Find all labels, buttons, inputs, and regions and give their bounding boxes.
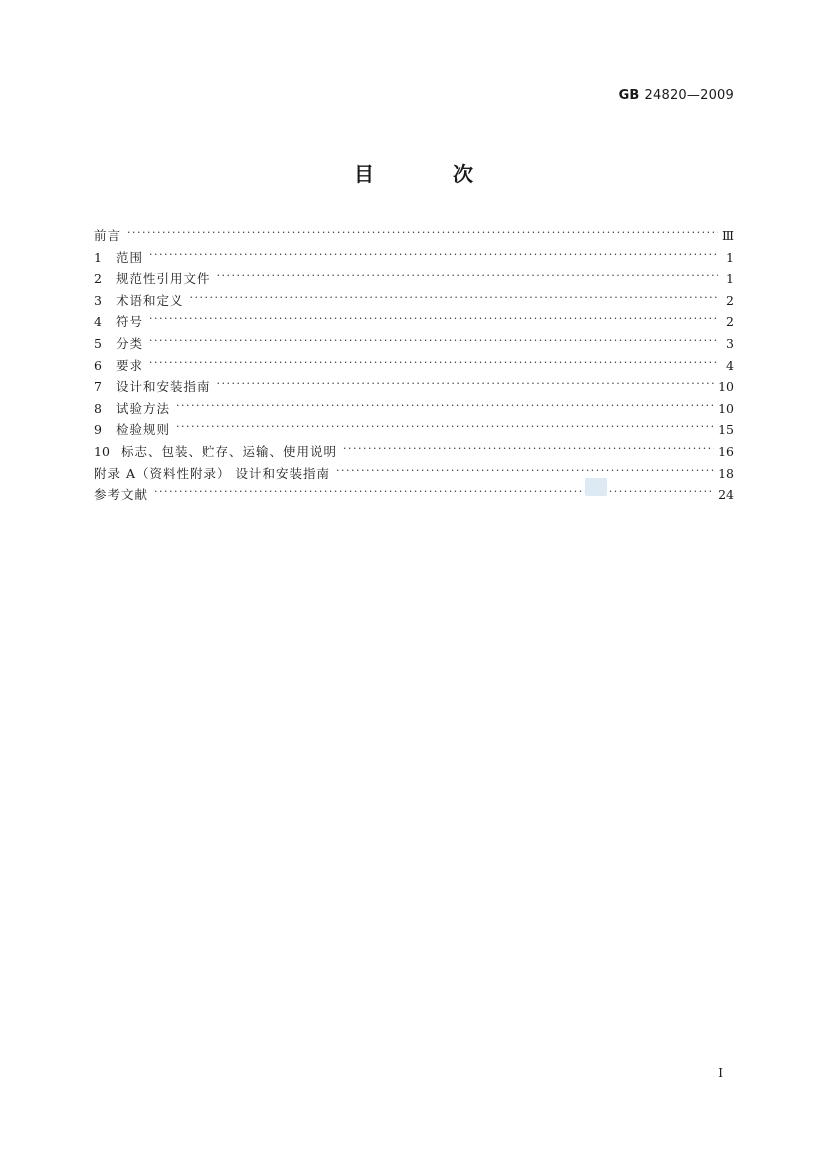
toc-entry-label: 范围 bbox=[116, 249, 144, 265]
toc-entry-page: 2 bbox=[726, 292, 734, 308]
toc-entry-number: 5 bbox=[94, 335, 102, 351]
toc-entry-page: 3 bbox=[726, 335, 734, 351]
toc-entry-page: 24 bbox=[718, 487, 734, 503]
toc-entry-page: Ⅲ bbox=[721, 228, 734, 243]
toc-entry-number: 4 bbox=[94, 314, 102, 330]
toc-entry-page: 1 bbox=[726, 271, 734, 287]
toc-leader-dots bbox=[154, 485, 714, 499]
toc-entry-number: 3 bbox=[94, 292, 102, 308]
toc-entry-number: 7 bbox=[94, 379, 102, 395]
standard-prefix: GB bbox=[618, 88, 640, 103]
standard-code: 24820—2009 bbox=[644, 88, 734, 103]
toc-entry-bibliography[interactable] bbox=[94, 485, 734, 507]
toc-entry-number: 9 bbox=[94, 422, 102, 438]
table-of-contents bbox=[94, 226, 734, 507]
toc-entry-page: 18 bbox=[718, 465, 734, 481]
toc-entry-requirements[interactable] bbox=[94, 356, 734, 378]
toc-entry-classification[interactable] bbox=[94, 334, 734, 356]
toc-entry-terms[interactable] bbox=[94, 291, 734, 313]
toc-leader-dots bbox=[149, 334, 718, 348]
toc-entry-number: 2 bbox=[94, 271, 102, 287]
toc-entry-label: 附录 A（资料性附录） 设计和安装指南 bbox=[94, 465, 330, 481]
toc-leader-dots bbox=[176, 399, 714, 413]
toc-entry-label: 标志、包装、贮存、运输、使用说明 bbox=[121, 443, 338, 459]
toc-entry-label: 设计和安装指南 bbox=[116, 379, 211, 395]
toc-entry-design-guide[interactable] bbox=[94, 377, 734, 399]
toc-entry-scope[interactable] bbox=[94, 248, 734, 270]
toc-entry-label: 术语和定义 bbox=[116, 292, 184, 308]
toc-entry-label: 符号 bbox=[116, 314, 144, 330]
toc-leader-dots bbox=[127, 226, 718, 240]
toc-leader-dots bbox=[217, 269, 718, 283]
toc-entry-label: 参考文献 bbox=[94, 487, 149, 503]
toc-entry-number: 10 bbox=[94, 443, 110, 459]
standard-number bbox=[619, 88, 734, 103]
toc-entry-page: 2 bbox=[726, 314, 734, 330]
watermark-mark bbox=[585, 478, 607, 496]
toc-entry-page: 16 bbox=[718, 443, 734, 459]
toc-entry-marking-packaging[interactable] bbox=[94, 442, 734, 464]
toc-entry-number: 6 bbox=[94, 357, 102, 373]
toc-entry-symbols[interactable] bbox=[94, 312, 734, 334]
toc-entry-label: 试验方法 bbox=[116, 400, 171, 416]
toc-entry-appendix-a[interactable] bbox=[94, 464, 734, 486]
toc-entry-page: 15 bbox=[718, 422, 734, 438]
toc-entry-page: 10 bbox=[718, 400, 734, 416]
toc-entry-foreword[interactable] bbox=[94, 226, 734, 248]
toc-leader-dots bbox=[336, 464, 714, 478]
toc-entry-label: 分类 bbox=[116, 335, 144, 351]
toc-entry-page: 10 bbox=[718, 379, 734, 395]
toc-leader-dots bbox=[176, 420, 714, 434]
toc-entry-label: 要求 bbox=[116, 357, 144, 373]
toc-leader-dots bbox=[149, 248, 718, 262]
toc-title: 目 次 bbox=[354, 162, 509, 186]
toc-entry-page: 4 bbox=[726, 357, 734, 373]
page-number: I bbox=[718, 1066, 723, 1080]
toc-entry-page: 1 bbox=[726, 249, 734, 265]
toc-leader-dots bbox=[190, 291, 718, 305]
toc-entry-normative-references[interactable] bbox=[94, 269, 734, 291]
toc-entry-number: 1 bbox=[94, 249, 102, 265]
toc-leader-dots bbox=[343, 442, 714, 456]
toc-entry-inspection-rules[interactable] bbox=[94, 420, 734, 442]
toc-entry-label: 规范性引用文件 bbox=[116, 271, 211, 287]
toc-entry-test-methods[interactable] bbox=[94, 399, 734, 421]
toc-entry-number: 8 bbox=[94, 400, 102, 416]
toc-leader-dots bbox=[217, 377, 715, 391]
toc-entry-label: 检验规则 bbox=[116, 422, 171, 438]
toc-entry-label: 前言 bbox=[94, 228, 122, 243]
toc-leader-dots bbox=[149, 312, 718, 326]
toc-leader-dots bbox=[149, 356, 718, 370]
